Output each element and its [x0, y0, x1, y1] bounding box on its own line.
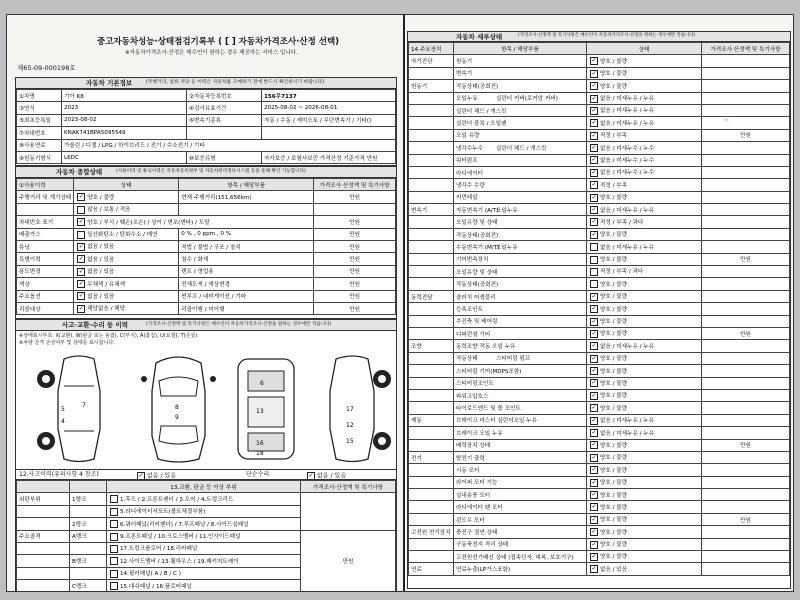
detail-item-label: 오일누유 — [496, 207, 518, 214]
status-checkbox[interactable] — [590, 528, 598, 536]
detail-group-label — [409, 228, 454, 240]
detail-row — [409, 216, 790, 228]
detail-state-options: 양호 / 불량 — [600, 195, 628, 202]
detail-group-label: 원동기 — [409, 80, 454, 92]
detail-row — [409, 278, 790, 290]
detail-amount — [702, 290, 790, 302]
detail-row — [409, 501, 790, 513]
detail-item-label: 연료누출(LP가스포함) — [456, 567, 511, 574]
status-checkbox[interactable] — [590, 503, 598, 511]
detail-group-label — [409, 489, 454, 501]
basic-info-header: 자동차 기본정보 (주행거리, 압류 저당 등 이력은 자동차를 구매하기 전에 반드시 확인하시기 바랍니다) — [15, 77, 397, 89]
detail-amount — [702, 414, 790, 426]
detail-state-options: 적정 / 부족 — [600, 133, 628, 140]
detail-group-label — [409, 439, 454, 451]
detail-amount — [702, 191, 790, 203]
status-checkbox[interactable] — [590, 194, 598, 202]
detail-group-label — [409, 377, 454, 389]
detail-amount: 만원 — [702, 253, 790, 265]
detail-group-label — [409, 327, 454, 339]
detail-state-options: 없음 / 미세누유 / 누유 — [600, 430, 655, 437]
accident-diagram-area: ※상태표시부호: X(교환), W(판금 또는 용접), C(부식), A(흠집), U(요철), T(손상) ※차량 골격 손상여부 및 상태를 표시합니다. 5 4 7 8 9 6 13 16 18 17 12 15 — [15, 330, 397, 470]
detail-row — [409, 476, 790, 488]
detail-row — [409, 166, 790, 178]
status-checkbox[interactable] — [590, 156, 598, 164]
status-checkbox[interactable] — [590, 82, 598, 90]
detail-row — [409, 352, 790, 364]
status-checkbox[interactable] — [590, 181, 598, 189]
detail-group-label — [409, 365, 454, 377]
status-checkbox[interactable] — [590, 268, 598, 276]
detail-state-options: 양호 / 불량 — [600, 257, 628, 264]
detail-amount — [702, 489, 790, 501]
detail-row — [409, 340, 790, 352]
detail-group-label: 제동 — [409, 414, 454, 426]
status-checkbox[interactable] — [590, 169, 598, 177]
detail-group-label: 동력전달 — [409, 290, 454, 302]
detail-item-label: 윈도우 모터 — [456, 517, 485, 524]
detail-state-options: 양호 / 불량 — [600, 529, 628, 536]
detail-row — [409, 104, 790, 116]
detail-item-label: 와이퍼 모터 기능 — [456, 480, 498, 487]
detail-group-label — [409, 402, 454, 414]
detail-group-label — [409, 142, 454, 154]
detail-group-label — [409, 427, 454, 439]
detail-row — [409, 377, 790, 389]
detail-amount — [702, 526, 790, 538]
detail-amount — [702, 476, 790, 488]
detail-state-options: 양호 / 불량 — [600, 393, 628, 400]
detail-item-label: 동력조향 작동 오일 누유 — [456, 344, 516, 351]
detail-item-label: 스티어링 기어(MDPS포함) — [456, 368, 522, 375]
detail-row — [409, 389, 790, 401]
status-checkbox[interactable] — [590, 392, 598, 400]
detail-row — [409, 513, 790, 525]
detail-state-options: 양호 / 불량 — [600, 71, 628, 78]
svg-text:18: 18 — [256, 450, 264, 457]
detail-row — [409, 327, 790, 339]
status-checkbox[interactable] — [590, 256, 598, 264]
detail-item-label: 충전구 절연 상태 — [456, 529, 498, 536]
detail-header: 자동차 세부상태 (가격조사·산정액 및 특기사항은 매수인이 자동차가격조사·산정을 원하는 경우에만 적습니다) — [407, 31, 791, 42]
detail-row — [409, 67, 790, 79]
detail-item-label: 작동상태(공회전) — [456, 83, 499, 90]
detail-item-label: 스티어링조인트 — [456, 381, 494, 388]
detail-row — [409, 228, 790, 240]
detail-amount — [702, 67, 790, 79]
detail-state-options: 적정 / 부족 / 과다 — [600, 269, 644, 276]
detail-row — [409, 179, 790, 191]
detail-amount — [702, 402, 790, 414]
detail-group-label — [409, 538, 454, 550]
detail-amount — [702, 352, 790, 364]
detail-group-label — [409, 464, 454, 476]
detail-item-label: 배력장치 상태 — [456, 443, 491, 450]
detail-state-options: 양호 / 불량 — [600, 232, 628, 239]
detail-amount — [702, 216, 790, 228]
document-title: 중고자동차성능·상태점검기록부 ( [ ] 자동차가격조사·산정 선택) — [97, 37, 340, 47]
detail-item-label: 원동기 — [456, 59, 473, 66]
detail-group-label — [409, 154, 454, 166]
detail-item-label: 등속조인트 — [456, 306, 484, 313]
basic-info-table: ①차명 기아 K8 ②자동차등록번호 156무7137 ③연식 2023 ④검사유효기간 2025-08-02 ~ 2026-08-01 ⑤최초등록일 2023-08-02 ⑥변속기종류 자동 / 수동 / 세미오토 / 무단변속기 / 기타() ⑦차대번호 KNAK741BPA5095549 ⑧사용연료 가솔린 / 디젤 / LPG / 하이브리드 / 전기 / 수소전기 / 기타 ⑨원동기형식 L6DC ⑩보증유형 자가보증 / 보험사보증 가격산정 기준가격 만원 — [15, 88, 397, 166]
detail-group-label — [409, 179, 454, 191]
detail-group-label — [409, 117, 454, 129]
status-checkbox[interactable] — [590, 119, 598, 127]
detail-item-label: 실린더 헤드 / 개스킷 — [456, 108, 507, 115]
detail-group-label — [409, 501, 454, 513]
car-left-side-diagram — [34, 351, 124, 466]
detail-amount — [702, 154, 790, 166]
detail-state-options: 적정 / 부족 / 과다 — [600, 219, 644, 226]
detail-item-label: 오일유량 및 상태 — [456, 269, 498, 276]
detail-state-options: 양호 / 불량 — [600, 380, 628, 387]
detail-amount — [702, 389, 790, 401]
detail-row — [409, 204, 790, 216]
svg-text:4: 4 — [61, 418, 65, 425]
status-checkbox[interactable] — [590, 305, 598, 313]
detail-row — [409, 551, 790, 563]
document-notice: ※자동차가격조사·산정은 매수인이 원하는 경우 제공하는 서비스 입니다. — [125, 50, 298, 56]
detail-amount — [702, 563, 790, 575]
detail-group-label — [409, 104, 454, 116]
status-checkbox[interactable] — [590, 318, 598, 326]
detail-row — [409, 365, 790, 377]
detail-state-options: 없음 / 미세누수 / 누수 — [600, 157, 655, 164]
detail-item-label: 클러치 어셈블리 — [456, 294, 496, 301]
svg-text:13: 13 — [256, 408, 264, 415]
accident-history-row: 12.사고이력(유의사항 4 참조) ✓ 없음 / 있음 단순수리 ✓ 없음 / 있음 — [15, 469, 397, 480]
detail-amount — [702, 142, 790, 154]
detail-item-label: 라디에이터 팬 모터 — [456, 505, 503, 512]
detail-amount — [702, 80, 790, 92]
detail-item-label: 실린더 커버(로커암 커버) — [496, 96, 558, 103]
status-checkbox[interactable] — [590, 355, 598, 363]
detail-amount — [702, 303, 790, 315]
detail-amount — [702, 315, 790, 327]
detail-state-options: 양호 / 불량 — [600, 492, 628, 499]
detail-amount — [702, 377, 790, 389]
detail-row — [409, 538, 790, 550]
status-checkbox[interactable] — [590, 95, 598, 103]
detail-item-label: 추진축 및 베어링 — [456, 319, 498, 326]
detail-amount — [702, 551, 790, 563]
left-column — [7, 15, 405, 591]
detail-item-label: 기어변속장치 — [456, 257, 489, 264]
detail-sub-label: 작동상태 — [456, 356, 478, 363]
detail-group-label — [409, 129, 454, 141]
detail-row — [409, 154, 790, 166]
detail-item-label: 작동상태(공회전) — [456, 282, 499, 289]
svg-text:6: 6 — [260, 380, 264, 387]
detail-group-label — [409, 191, 454, 203]
detail-item-label: 작동상태(공회전) — [456, 232, 499, 239]
detail-item-label: 커먼레일 — [456, 195, 478, 202]
svg-text:9: 9 — [175, 414, 179, 421]
detail-item-label: 실린더 헤드 / 개스킷 — [496, 145, 547, 152]
status-checkbox[interactable] — [590, 379, 598, 387]
exchange-parts-table: 13.교환, 판금 등 이상 부위 가격조사·산정액 및 특기사항 외판부위 1랭크 1.후드 / 2.프론트펜더 / 3.도어 / 4.트렁크리드 5.라디에이터서포트(볼트체결부품) 2랭크 6.쿼터패널(리어펜더) / 7.루프패널 / 8.사이드실패널 주요골격 A랭크 9.프론트패널 / 10.크로스멤버 / 11.인사이드패널 만원 17.트렁크플로어 / 18.리어패널 B랭크 12.사이드멤버 / 13.휠하우스 / 19.패키지트레이 14.필러패널( A / B / C ) C랭크 15.대쉬패널 / 16.플로어패널 — [15, 479, 397, 591]
svg-text:5: 5 — [61, 406, 65, 413]
detail-row — [409, 303, 790, 315]
status-checkbox[interactable] — [590, 404, 598, 412]
detail-state-options: 양호 / 불량 — [600, 281, 628, 288]
right-column — [403, 15, 794, 591]
detail-row — [409, 266, 790, 278]
detail-item-label: 고전원전기배선 상태 (접속단자, 피복, 보호기구) — [456, 554, 574, 561]
detail-sub-label: 자동변속기 (A/T) — [456, 207, 499, 214]
detail-row — [409, 315, 790, 327]
detail-row — [409, 414, 790, 426]
status-checkbox[interactable] — [590, 553, 598, 561]
detail-state-options: 없음 / 미세누유 / 누유 — [600, 207, 655, 214]
detail-row — [409, 526, 790, 538]
detail-amount: 만원 — [702, 513, 790, 525]
detail-group-label — [409, 278, 454, 290]
status-checkbox[interactable] — [590, 516, 598, 524]
status-checkbox[interactable] — [590, 342, 598, 350]
status-checkbox[interactable] — [590, 367, 598, 375]
status-checkbox[interactable] — [590, 491, 598, 499]
detail-item-label: 스티어링 펌프 — [496, 356, 531, 363]
detail-state-options: 없음 / 미세누유 / 누유 — [600, 108, 655, 115]
detail-amount: 만원 — [702, 327, 790, 339]
general-status-header: 자동차 종합상태 (사용이력 및 튜닝이력은 자동차등록원부 및 자동차관리정보시스템 등을 통해 확인 가능합니다) — [15, 166, 397, 178]
detail-state-options: 없음 / 미세누유 / 누유 — [600, 418, 655, 425]
accident-header: 사고·교환·수리 등 이력 (가격조사·산정액 및 특기사항은 매수인이 자동차가격조사·산정을 원하는 경우에만 적습니다) — [15, 319, 397, 331]
detail-amount — [702, 365, 790, 377]
detail-group-label — [409, 241, 454, 253]
status-checkbox[interactable] — [590, 466, 598, 474]
status-checkbox[interactable] — [590, 231, 598, 239]
detail-group-label — [409, 166, 454, 178]
detail-item-label: 워터펌프 — [456, 158, 478, 165]
detail-row — [409, 489, 790, 501]
detail-group-label — [409, 551, 454, 563]
detail-sub-label: 수동변속기 (M/T) — [456, 244, 500, 251]
general-status-table: ①사용이력 상태 항목 / 해당부품 가격조사·산정액 및 특기사항 주행거리 및 계기상태 ✓ 양호 / 불량 현재 주행거리(151,656km) 만원 많음 / 보통 / 적음 차대번호 표기 ✓ 양호 / 부식 / 훼손(오손) / 상이 / 변조(변타) / 도말 만원 배출가스 일산화탄소 / 탄화수소 / 매연 0 % , 0 ppm , 0 % 만원 튜닝 ✓ 없음 / 있음 적법 / 불법 / 구조 / 장치 만원 특별이력 ✓ 없음 / 있음 침수 / 화재 만원 용도변경 ✓ 없음 / 있음 렌트 / 영업용 만원 색상 ✓ 무채색 / 유채색 전체도색 / 색상변경 만원 주요옵션 ✓ 없음 / 있음 썬루프 / 네비게이션 / 기타 만원 리콜대상 ✓ 해당없음 / 해당 리콜이행 / 미이행 만원 — [15, 177, 397, 319]
detail-state-options: 양호 / 불량 — [600, 319, 628, 326]
detail-row — [409, 117, 790, 129]
detail-group-label — [409, 303, 454, 315]
detail-group-label — [409, 476, 454, 488]
detail-group-label — [409, 67, 454, 79]
detail-group-label: 고전원 전기장치 — [409, 526, 454, 538]
detail-state-options: 없음 / 미세누수 / 누수 — [600, 145, 655, 152]
detail-row — [409, 451, 790, 463]
detail-state-options: 양호 / 불량 — [600, 368, 628, 375]
detail-row — [409, 80, 790, 92]
status-checkbox[interactable] — [590, 132, 598, 140]
status-checkbox[interactable] — [590, 541, 598, 549]
detail-amount — [702, 501, 790, 513]
detail-item-label: 실린더 블록 / 오일팬 — [456, 121, 507, 128]
detail-state-options: 없음 / 미세누유 / 누유 — [600, 244, 655, 251]
status-checkbox[interactable] — [590, 454, 598, 462]
detail-amount — [702, 538, 790, 550]
detail-amount: 만원 — [702, 129, 790, 141]
detail-group-label — [409, 266, 454, 278]
detail-row — [409, 290, 790, 302]
record-number: 제65-09-000198호 — [17, 64, 76, 72]
status-checkbox[interactable] — [590, 70, 598, 78]
detail-amount — [702, 179, 790, 191]
detail-item-label: 실내송풍 모터 — [456, 492, 491, 499]
detail-state-options: 없음 / 미세누수 / 누수 — [600, 170, 655, 177]
detail-state-options: 양호 / 불량 — [600, 467, 628, 474]
detail-row — [409, 191, 790, 203]
detail-row — [409, 55, 790, 67]
detail-state-options: 없음 / 있음 — [600, 566, 628, 573]
detail-item-label: 구동축전지 격리 상태 — [456, 542, 509, 549]
detail-state-options: 양호 / 불량 — [600, 356, 628, 363]
detail-state-options: 양호 / 불량 — [600, 455, 628, 462]
detail-item-label: 디퍼런셜 기어 — [456, 331, 491, 338]
detail-row — [409, 464, 790, 476]
detail-sub-label: 오일누유 — [456, 96, 478, 103]
detail-row — [409, 142, 790, 154]
detail-row — [409, 427, 790, 439]
detail-row — [409, 241, 790, 253]
status-checkbox[interactable] — [590, 206, 598, 214]
detail-state-options: 양호 / 불량 — [600, 58, 628, 65]
status-checkbox[interactable] — [590, 441, 598, 449]
detail-amount — [702, 464, 790, 476]
detail-item-label: 냉각수 수량 — [456, 182, 485, 189]
detail-state-options: 양호 / 불량 — [600, 517, 628, 524]
car-frame-diagram — [226, 351, 306, 466]
stamp-watermark: ✦ — [719, 116, 730, 124]
detail-row — [409, 92, 790, 104]
status-checkbox[interactable] — [590, 417, 598, 425]
detail-state-options: 없음 / 미세누유 / 누유 — [600, 96, 655, 102]
detail-state-options: 양호 / 불량 — [600, 331, 628, 338]
detail-state-options: 양호 / 불량 — [600, 83, 628, 90]
detail-state-options: 양호 / 불량 — [600, 542, 628, 549]
detail-amount — [702, 104, 790, 116]
detail-amount: 만원 — [702, 439, 790, 451]
detail-item-label: 브레이크 마스터 실린더오일 누유 — [456, 418, 537, 425]
detail-state-options: 양호 / 불량 — [600, 405, 628, 412]
detail-state-options: 없음 / 미세누유 / 누유 — [600, 343, 655, 350]
detail-state-options: 적정 / 부족 — [600, 182, 628, 189]
detail-amount — [702, 117, 790, 129]
detail-group-label: 연료 — [409, 563, 454, 575]
detail-row — [409, 402, 790, 414]
detail-amount — [702, 427, 790, 439]
detail-group-label — [409, 315, 454, 327]
detail-amount — [702, 266, 790, 278]
status-checkbox[interactable] — [590, 107, 598, 115]
detail-group-label — [409, 352, 454, 364]
detail-amount — [702, 278, 790, 290]
detail-item-label: 변속기 — [456, 71, 473, 78]
detail-amount — [702, 228, 790, 240]
status-checkbox[interactable] — [590, 479, 598, 487]
detail-state-options: 양호 / 불량 — [600, 480, 628, 487]
detail-state-options: 양호 / 불량 — [600, 306, 628, 313]
detail-group-label — [409, 513, 454, 525]
status-checkbox[interactable] — [590, 429, 598, 437]
detail-item-label: 오일 유량 — [456, 133, 480, 140]
status-checkbox[interactable] — [590, 218, 598, 226]
svg-text:7: 7 — [82, 402, 86, 409]
detail-item-label: 브레이크 오일 누유 — [456, 430, 503, 437]
status-checkbox[interactable] — [590, 144, 598, 152]
detail-amount — [702, 204, 790, 216]
detail-group-label: 전기 — [409, 451, 454, 463]
detail-amount — [702, 340, 790, 352]
detail-amount — [702, 166, 790, 178]
svg-text:8: 8 — [175, 404, 179, 411]
detail-row — [409, 253, 790, 265]
detail-state-options: 양호 / 불량 — [600, 294, 628, 301]
status-checkbox[interactable] — [590, 565, 598, 573]
svg-text:12: 12 — [346, 422, 354, 429]
detail-group-label: 자기진단 — [409, 55, 454, 67]
detail-group-label: 조향 — [409, 340, 454, 352]
detail-item-label: 파워고압호스 — [456, 393, 489, 400]
detail-amount — [702, 241, 790, 253]
detail-amount — [702, 55, 790, 67]
status-checkbox[interactable] — [590, 57, 598, 65]
detail-row — [409, 563, 790, 575]
status-checkbox[interactable] — [590, 330, 598, 338]
detail-group-label — [409, 253, 454, 265]
detail-amount — [702, 451, 790, 463]
svg-text:17: 17 — [346, 406, 354, 413]
detail-group-label — [409, 92, 454, 104]
detail-group-label: 변속기 — [409, 204, 454, 216]
detail-item-label: 시동 모터 — [456, 467, 480, 474]
car-right-side-diagram — [316, 351, 391, 466]
detail-row — [409, 129, 790, 141]
detail-group-label — [409, 216, 454, 228]
status-checkbox[interactable] — [590, 243, 598, 251]
detail-amount — [702, 92, 790, 104]
detail-group-label — [409, 389, 454, 401]
detail-item-label: 오일누유 — [496, 244, 518, 251]
car-top-view-diagram — [141, 351, 216, 466]
detail-item-label: 오일유량 및 상태 — [456, 220, 498, 227]
svg-text:16: 16 — [256, 440, 264, 447]
svg-text:15: 15 — [346, 438, 354, 445]
detail-item-label: 타이로드엔드 및 볼 조인트 — [456, 406, 521, 413]
detail-row — [409, 439, 790, 451]
detail-item-label: 라디에이터 — [456, 170, 484, 177]
detail-item-label: 발전기 출력 — [456, 455, 485, 462]
status-checkbox[interactable] — [590, 293, 598, 301]
detail-sub-label: 냉각수누수 — [456, 145, 484, 152]
detail-state-options: 양호 / 불량 — [600, 554, 628, 561]
detail-state-options: 없음 / 미세누유 / 누유 — [600, 120, 655, 127]
status-checkbox[interactable] — [590, 280, 598, 288]
detail-state-options: 양호 / 불량 — [600, 504, 628, 511]
detail-state-options: 양호 / 불량 — [600, 442, 628, 449]
inspection-record-page — [6, 14, 794, 592]
detail-status-table: 14.주요장치 항목 / 해당부품 상태 가격조사·산정액 및 특기사항 자기진단 원동기 ✓ 양호 / 불량 변속기 ✓ 양호 / 불량 원동기 작동상태(공회전) ✓ 양호 / 불량 오일누유 실린더 커버(로커암 커버) ✓ 없음 / 미세누유 / 누유 실린더 헤드 / 개스킷 ✓ 없음 / 미세누유 / 누유 실린더 블록 / 오일팬 ✓ 없음 / 미세누유 / 누유 오일 유량 ✓ 적정 / 부족 만원 냉각수누수 실린더 헤드 / 개스킷 ✓ 없음 / 미세누수 / 누수 워터펌프 ✓ 없음 / 미세누수 / 누수 라디에이터 ✓ 없음 / 미세누수 / 누수 냉각수 수량 ✓ 적정 / 부족 커먼레일 ✓ 양호 / 불량 변속기 자동변속기 (A/T)오일누유 ✓ 없음 / 미세누유 / 누유 오일유량 및 상태 ✓ 적정 / 부족 / 과다 작동상태(공회전) ✓ 양호 / 불량 수동변속기 (M/T)오일누유 없음 / 미세누유 / 누유 기어변속장치 양호 / 불량 만원 오일유량 및 상태 적정 / 부족 / 과다 작동상태(공회전) 양호 / 불량 동력전달 클러치 어셈블리 ✓ 양호 / 불량 등속조인트 ✓ 양호 / 불량 추진축 및 베어링 ✓ 양호 / 불량 디퍼런셜 기어 ✓ 양호 / 불량 만원 조향 동력조향 작동 오일 누유 ✓ 없음 / 미세누유 / 누유 작동상태 스티어링 펌프 ✓ 양호 / 불량 스티어링 기어(MDPS포함) ✓ 양호 / 불량 스티어링조인트 ✓ 양호 / 불량 파워고압호스 ✓ 양호 / 불량 타이로드엔드 및 볼 조인트 ✓ 양호 / 불량 제동 브레이크 마스터 실린더오일 누유 ✓ 없음 / 미세누유 / 누유 브레이크 오일 누유 ✓ 없음 / 미세누유 / 누유 배력장치 상태 ✓ 양호 / 불량 만원 전기 발전기 출력 ✓ 양호 / 불량 시동 모터 ✓ 양호 / 불량 와이퍼 모터 기능 ✓ 양호 / 불량 실내송풍 모터 ✓ 양호 / 불량 라디에이터 팬 모터 ✓ 양호 / 불량 윈도우 모터 ✓ 양호 / 불량 만원 고전원 전기장치 충전구 절연 상태 ✓ 양호 / 불량 구동축전지 격리 상태 ✓ 양호 / 불량 고전원전기배선 상태 (접속단자, 피복, 보호기구) ✓ 양호 / 불량 연료 연료누출(LP가스포함) ✓ 없음 / 있음 — [407, 41, 791, 589]
